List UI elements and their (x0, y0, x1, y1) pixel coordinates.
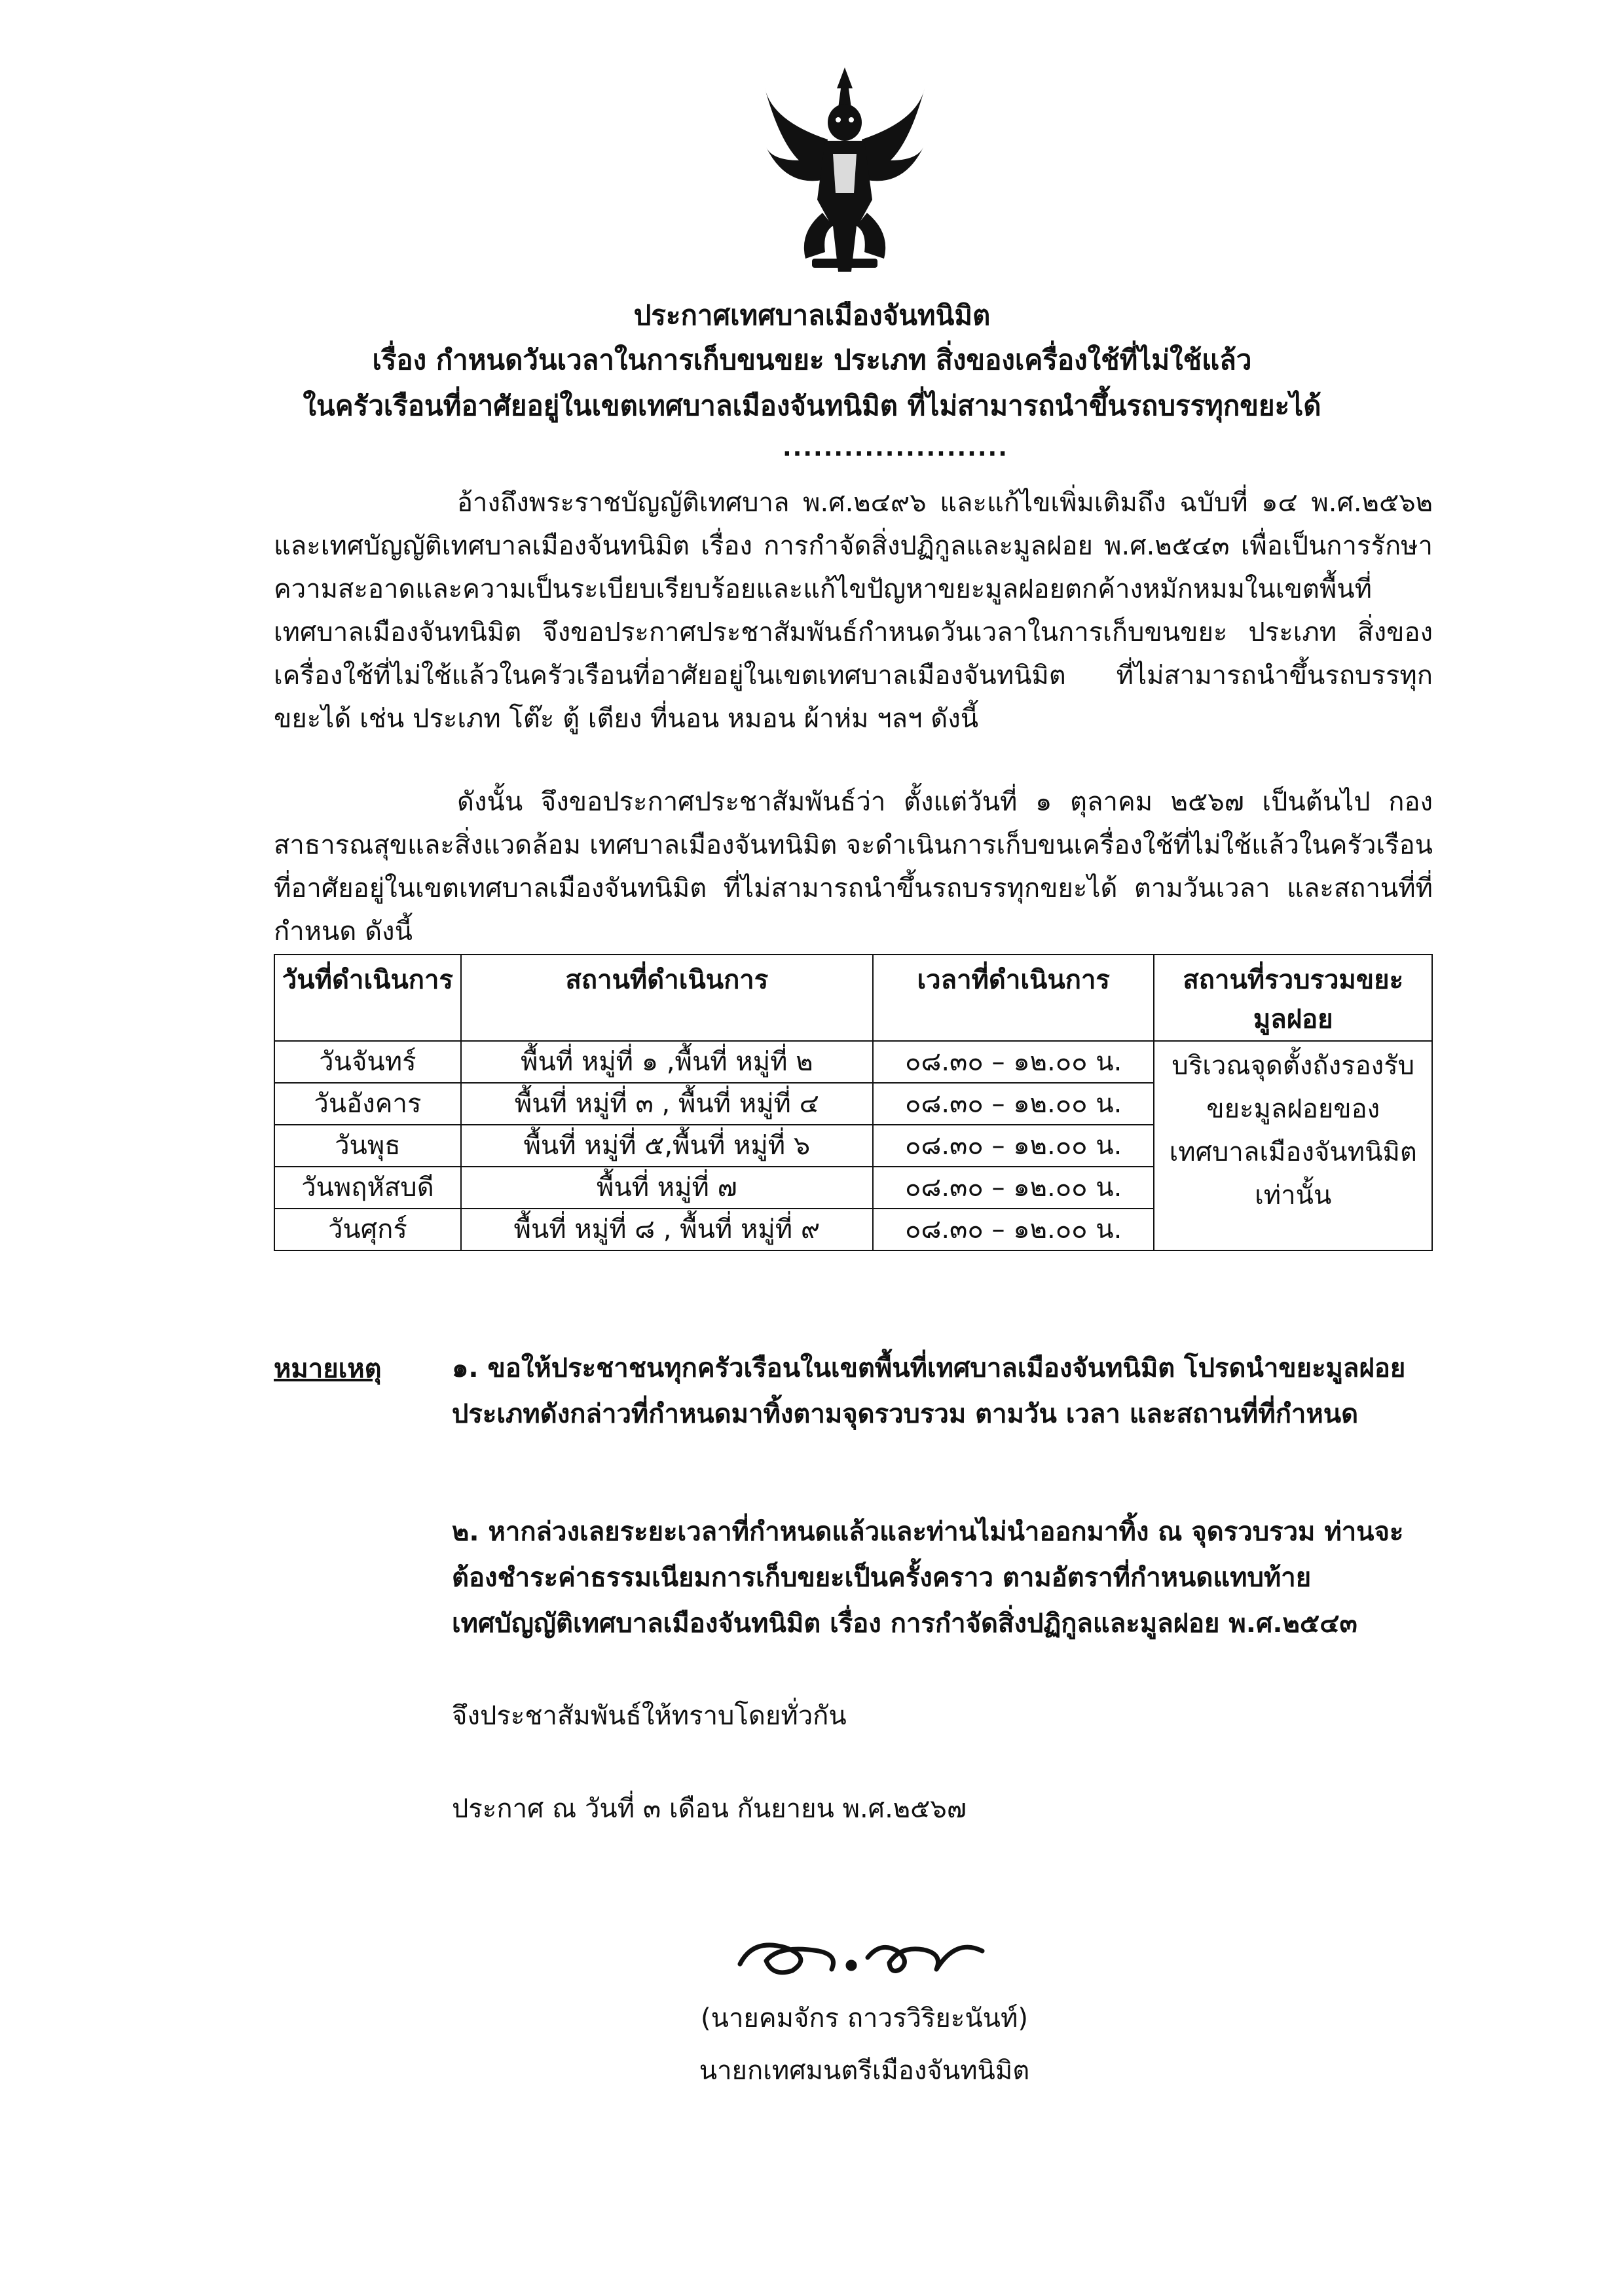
row-time: ๐๘.๓๐ – ๑๒.๐๐ น. (873, 1041, 1154, 1083)
closing-announcement: จึงประชาสัมพันธ์ให้ทราบโดยทั่วกัน (452, 1701, 847, 1731)
signatory-position: นายกเทศมนตรีเมืองจันทนิมิต (699, 2056, 1030, 2086)
row-area: พื้นที่ หมู่ที่ ๗ (461, 1167, 873, 1209)
subject-line-1: เรื่อง กำหนดวันเวลาในการเก็บขนขยะ ประเภท สิ่งของเครื่องใช้ที่ไม่ใช้แล้ว (372, 344, 1252, 376)
row-area: พื้นที่ หมู่ที่ ๕,พื้นที่ หมู่ที่ ๖ (461, 1125, 873, 1167)
row-time: ๐๘.๓๐ – ๑๒.๐๐ น. (873, 1125, 1154, 1167)
row-area: พื้นที่ หมู่ที่ ๑ ,พื้นที่ หมู่ที่ ๒ (461, 1041, 873, 1083)
announcement-date: ประกาศ ณ วันที่ ๓ เดือน กันยายน พ.ศ.๒๕๖๗ (452, 1794, 967, 1824)
row-area: พื้นที่ หมู่ที่ ๘ , พื้นที่ หมู่ที่ ๙ (461, 1209, 873, 1250)
table-row (274, 1041, 1432, 1083)
body-paragraph-2 (274, 780, 1433, 953)
signatory-name: (นายคมจักร ถาวรวิริยะนันท์) (701, 2003, 1028, 2033)
garuda-emblem-icon (760, 62, 930, 285)
row-time: ๐๘.๓๐ – ๑๒.๐๐ น. (873, 1083, 1154, 1125)
row-time: ๐๘.๓๐ – ๑๒.๐๐ น. (873, 1209, 1154, 1250)
row-time: ๐๘.๓๐ – ๑๒.๐๐ น. (873, 1167, 1154, 1209)
announcement-title: ประกาศเทศบาลเมืองจันทนิมิต (633, 299, 991, 331)
row-day: วันศุกร์ (274, 1209, 461, 1250)
row-day: วันจันทร์ (274, 1041, 461, 1083)
body-paragraph-1-text: อ้างถึงพระราชบัญญัติเทศบาล พ.ศ.๒๔๙๖ และแก้ไขเพิ่มเติมถึง ฉบับที่ ๑๔ พ.ศ.๒๕๖๒ และเทศบัญญัติเทศบาลเมืองจันทนิมิต เรื่อง การกำจัดสิ่งปฏิกูลและมูลฝอย พ.ศ.๒๕๔๓ เพื่อเป็นการรักษาความสะอาดและความเป็นระเบียบเรียบร้อยและแก้ไขปัญหาขยะมูลฝอยตกค้างหมักหมมในเขตพื้นที่เทศบาลเมืองจันทนิมิต จึงขอประกาศประชาสัมพันธ์กำหนดวันเวลาในการเก็บขนขยะ ประเภท สิ่งของเครื่องใช้ที่ไม่ใช้แล้วในครัวเรือนที่อาศัยอยู่ในเขตเทศบาลเมืองจันทนิมิต ที่ไม่สามารถนำขึ้นรถบรรทุกขยะได้ เช่น ประเภท โต๊ะ ตู้ เตียง ที่นอน หมอน ผ้าห่ม ฯลฯ ดังนี้ (274, 488, 1433, 734)
header-collection: สถานที่รวบรวมขยะมูลฝอย (1154, 955, 1432, 1041)
remark-2: ๒. หากล่วงเลยระยะเวลาที่กำหนดแล้วและท่านไม่นำออกมาทิ้ง ณ จุดรวบรวม ท่านจะต้องชำระค่าธรรมเนียมการเก็บขยะเป็นครั้งคราว ตามอัตราที่กำหนดแทบท้ายเทศบัญญัติเทศบาลเมืองจันทนิมิต เรื่อง การกำจัดสิ่งปฏิกูลและมูลฝอย พ.ศ.๒๕๔๓ (452, 1517, 1404, 1639)
body-paragraph-2-text: ดังนั้น จึงขอประกาศประชาสัมพันธ์ว่า ตั้งแต่วันที่ ๑ ตุลาคม ๒๕๖๗ เป็นต้นไป กองสาธารณสุขและสิ่งแวดล้อม เทศบาลเมืองจันทนิมิต จะดำเนินการเก็บขนเครื่องใช้ที่ไม่ใช้แล้วในครัวเรือนที่อาศัยอยู่ในเขตเทศบาลเมืองจันทนิมิต ที่ไม่สามารถนำขึ้นรถบรรทุกขยะได้ ตามวันเวลา และสถานที่ที่กำหนด ดังนี้ (274, 787, 1433, 947)
handwritten-signature-icon (727, 1912, 1002, 1990)
row-day: วันอังคาร (274, 1083, 461, 1125)
schedule-table (274, 954, 1433, 1251)
table-header-row (274, 955, 1432, 1041)
remarks-label: หมายเหตุ (274, 1354, 382, 1384)
header-area: สถานที่ดำเนินการ (461, 955, 873, 1041)
collection-point: บริเวณจุดตั้งถังรองรับขยะมูลฝอยของเทศบาลเมืองจันทนิมิตเท่านั้น (1154, 1041, 1432, 1250)
header-day: วันที่ดำเนินการ (274, 955, 461, 1041)
row-day: วันพุธ (274, 1125, 461, 1167)
header-time: เวลาที่ดำเนินการ (873, 955, 1154, 1041)
title-separator: ...................... (783, 435, 1008, 462)
remark-1: ๑. ขอให้ประชาชนทุกครัวเรือนในเขตพื้นที่เทศบาลเมืองจันทนิมิต โปรดนำขยะมูลฝอยประเภทดังกล่าวที่กำหนดมาทิ้งตามจุดรวบรวม ตามวัน เวลา และสถานที่ที่กำหนด (452, 1353, 1406, 1429)
row-area: พื้นที่ หมู่ที่ ๓ , พื้นที่ หมู่ที่ ๔ (461, 1083, 873, 1125)
row-day: วันพฤหัสบดี (274, 1167, 461, 1209)
subject-line-2: ในครัวเรือนที่อาศัยอยู่ในเขตเทศบาลเมืองจันทนิมิต ที่ไม่สามารถนำขึ้นรถบรรทุกขยะได้ (303, 390, 1321, 422)
body-paragraph-1 (274, 481, 1433, 740)
